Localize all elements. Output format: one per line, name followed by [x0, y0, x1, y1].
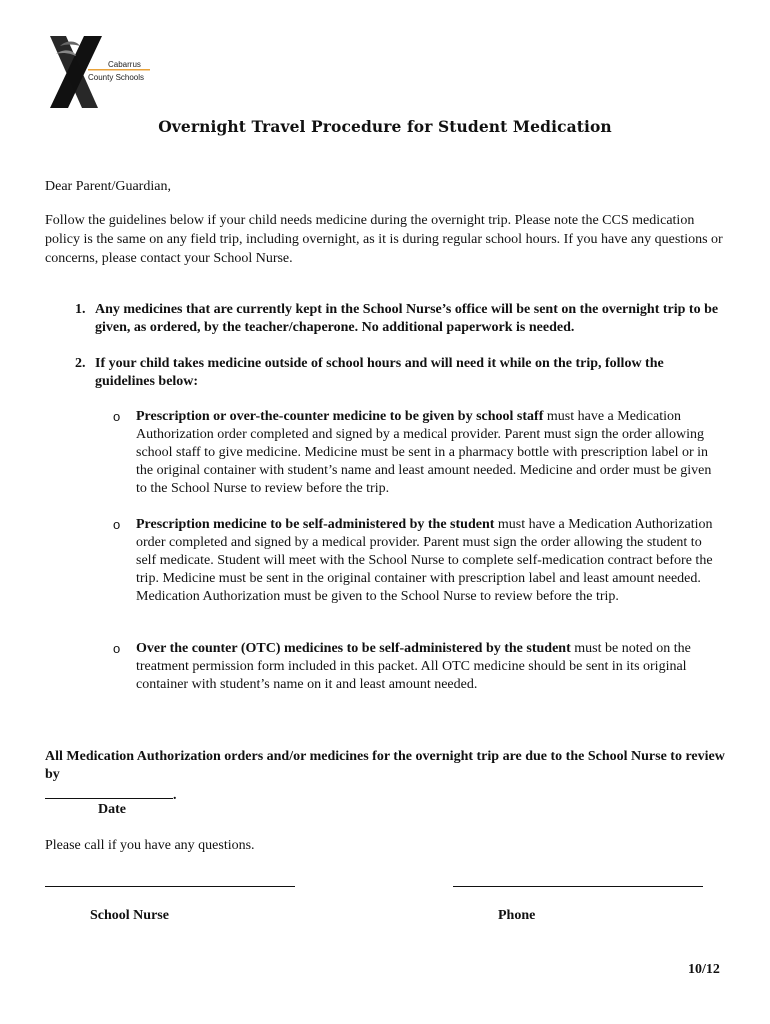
bullet-bold-lead: Over the counter (OTC) medicines to be self-administered by the student [136, 641, 571, 656]
logo-line-2: County Schools [88, 73, 145, 82]
phone-label: Phone [498, 908, 536, 923]
call-instructions: Please call if you have any questions. [45, 838, 255, 853]
item-number: 2. [75, 356, 86, 371]
bullet-staff-given [113, 408, 723, 498]
date-blank[interactable] [45, 786, 173, 799]
logo-line-1: Cabarrus [108, 60, 141, 69]
revision-date: 10/12 [688, 962, 720, 977]
bullet-body [113, 408, 723, 498]
school-nurse-signature-line[interactable] [45, 886, 295, 887]
bullet-otc [113, 640, 723, 694]
bullet-circle-icon: o [113, 517, 121, 532]
due-statement: All Medication Authorization orders and/or medicines for the overnight trip are due to the School Nurse to review by [45, 749, 725, 782]
intro-paragraph: Follow the guidelines below if your child needs medicine during the overnight trip. Please note the CCS medication policy is the same on any field trip, including overnight, as it is during regular school hours. If you have any questions or concerns, please contact your School Nurse. [45, 213, 723, 266]
phone-signature-line[interactable] [453, 886, 703, 887]
date-label: Date [98, 802, 126, 817]
logo-wordmark [88, 60, 144, 83]
bullet-bold-lead: Prescription or over-the-counter medicine to be given by school staff [136, 409, 544, 424]
bullet-text: must have a Medication Authorization order completed and signed by a medical provider. Parent must sign the order allowing the student to self medicate. Student will meet with the School Nurse to complete self-medication contract before the trip. Medicine must be sent in the original container with prescription label and least amount needed. Medication Authorization must be given to the School Nurse to review before the trip. [136, 517, 713, 604]
bullet-text: must have a Medication Authorization order completed and signed by a medical provider. Parent must sign the order allowing school staff to give medicine. Medicine must be sent in a pharmacy bottle with prescription label or in the original container with student’s name and least amount needed. Medicine and order must be given to the School Nurse to review before the trip. [136, 409, 712, 496]
school-nurse-label: School Nurse [90, 908, 169, 923]
salutation: Dear Parent/Guardian, [45, 179, 171, 194]
bullet-circle-icon: o [113, 409, 121, 424]
item-text: If your child takes medicine outside of school hours and will need it while on the trip, follow the guidelines below: [95, 356, 664, 389]
bullet-body [113, 640, 723, 694]
bullet-body [113, 516, 723, 606]
document-title: Overnight Travel Procedure for Student Medication [158, 117, 612, 136]
bullet-self-administered [113, 516, 723, 606]
numbered-item-2 [75, 355, 725, 391]
bullet-bold-lead: Prescription medicine to be self-administered by the student [136, 517, 495, 532]
bullet-text: must be noted on the treatment permission form included in this packet. All OTC medicine should be sent in its original container with student’s name on it and least amount needed. [136, 641, 691, 692]
date-period: . [173, 788, 177, 803]
item-text: Any medicines that are currently kept in the School Nurse’s office will be sent on the overnight trip to be given, as ordered, by the teacher/chaperone. No additional paperwork is needed. [95, 302, 719, 335]
bullet-circle-icon: o [113, 641, 121, 656]
item-number: 1. [75, 302, 86, 317]
numbered-item-1 [75, 301, 725, 337]
